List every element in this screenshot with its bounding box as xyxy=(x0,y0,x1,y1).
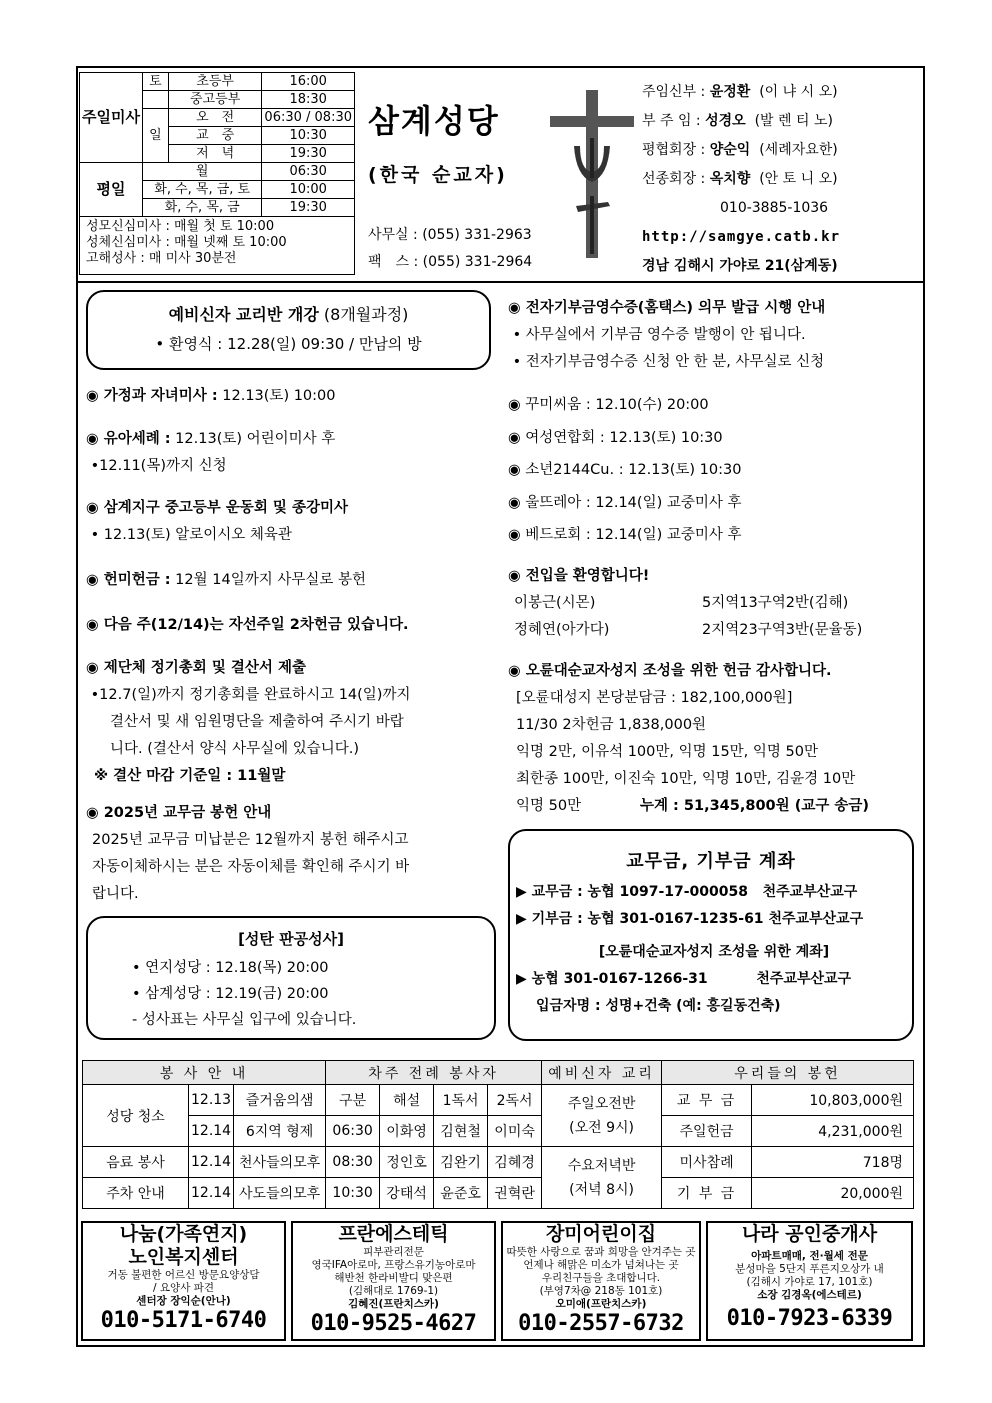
welcome-section: ◉ 전입을 환영합니다! 이봉근(시몬) 5지역13구역2반(김해) 정혜연(아가다) 2지역23구역3반(문율동) xyxy=(508,562,908,644)
account-owner: 천주교부산교구 xyxy=(756,971,852,987)
staff-phone: 010-3885-1036 xyxy=(720,200,829,216)
mass-time: 10:00 xyxy=(262,181,355,199)
ad-phone: 010-9525-4627 xyxy=(310,1311,477,1336)
donation-line: [오륜대성지 본당분담금 : 182,100,000원] xyxy=(516,690,793,706)
ad-phone: 010-2557-6732 xyxy=(518,1311,684,1336)
sunday-label: 일 xyxy=(142,109,168,163)
accounts-list: ▶ 교무금 : 농협 1097-17-000058 천주교부산교구 ▶ 기부금 : 농협 301-0167-1235-61 천주교부산교구 [오륜대순교자성지 조성을 위한 계좌] ▶ 농협 301-0167-1266-31 천주교부산교구 입금자명 : 성명+건축 (예: 홍길동건축) xyxy=(510,879,912,1020)
item-line: 결산서 및 새 임원명단을 제출하여 주시기 바랍 xyxy=(110,714,404,730)
offering-value: 20,000원 xyxy=(752,1178,914,1209)
staff-name: 양순익 xyxy=(709,142,751,158)
item-line: 사무실에서 기부금 영수증 발행이 안 됩니다. xyxy=(525,327,806,343)
staff-row: 부 주 임 : 성경오 (발 렌 티 노) xyxy=(642,113,833,129)
item-line: 니다. (결산서 양식 사무실에 있습니다.) xyxy=(110,741,360,757)
xmas-list: • 연지성당 : 12.18(목) 20:00 • 삼계성당 : 12.19(금) 20:00 - 성사표는 사무실 입구에 있습니다. xyxy=(88,955,494,1033)
item-line: 자동이체하시는 분은 자동이체를 확인해 주시기 바 xyxy=(92,859,410,875)
staff-saint: (이 냐 시 오) xyxy=(759,84,838,100)
item-heading: 2025년 교무금 봉헌 안내 xyxy=(103,805,272,821)
accounts-box xyxy=(508,829,914,1041)
item-text: 12.13(토) 10:00 xyxy=(217,388,336,404)
service-cell: 2독서 xyxy=(488,1085,542,1116)
service-cell: 1독서 xyxy=(434,1085,488,1116)
website-link[interactable]: http://samgye.catb.kr xyxy=(642,229,841,245)
catechumen-box xyxy=(86,290,491,370)
service-cell: 윤준호 xyxy=(434,1178,488,1209)
ad-desc: 따뜻한 사랑으로 꿈과 희망을 안겨주는 곳 xyxy=(506,1246,696,1258)
ad-desc: 언제나 해맑은 미소가 넘쳐나는 곳 xyxy=(523,1259,679,1271)
account-number: 농협 301-0167-1266-31 xyxy=(531,971,708,987)
catechism-sunday xyxy=(542,1085,662,1147)
accounts-note: 입금자명 : 성명+건축 (예: 홍길동건축) xyxy=(536,998,781,1014)
accounts-subtitle: [오륜대순교자성지 조성을 위한 계좌] xyxy=(598,944,830,960)
item-note: ※ 결산 마감 기준일 : 11월말 xyxy=(94,768,286,784)
item-bullet: 12.11(목)까지 신청 xyxy=(99,458,227,474)
church-address: 경남 김해시 가야로 21(삼계동) xyxy=(642,258,838,274)
item-line: 2025년 교무금 미납분은 12월까지 봉헌 해주시고 xyxy=(92,832,409,848)
christmas-confession-box xyxy=(86,916,496,1040)
donation-thanks: ◉ 오륜대순교자성지 조성을 위한 헌금 감사합니다. [오륜대성지 본당분담금 : 182,100,000원] 11/30 2차헌금 1,838,000원 익명 2만, 이유석 100만, 익명 15만, 익명 50만 최한종 100만, 이진숙 10만, 익명 10만, 김윤경 10만 익명 50만 누계 : 51,345,800원 (교구 송금) xyxy=(508,657,908,820)
mass-notes xyxy=(80,217,355,275)
ad-senior-center xyxy=(81,1221,286,1341)
welcome-area: 5지역13구역2반(김해) xyxy=(702,595,849,611)
service-table xyxy=(82,1060,914,1209)
ad-desc: (부영7차@ 218동 101호) xyxy=(539,1285,663,1297)
donation-line: 익명 50만 xyxy=(516,798,582,814)
service-cell: 이미숙 xyxy=(488,1116,542,1147)
staff-name: 성경오 xyxy=(705,113,746,129)
catechumen-line: • 환영식 : 12.28(일) 09:30 / 만남의 방 xyxy=(155,335,422,353)
ad-owner: 센터장 장익순(안나) xyxy=(136,1295,231,1307)
offering-label: 주일헌금 xyxy=(662,1116,752,1147)
welcome-name: 정혜연(아가다) xyxy=(514,622,610,638)
mass-note: 고해성사 : 매 미사 30분전 xyxy=(86,251,237,266)
staff-role: 주임신부 xyxy=(642,84,697,100)
catechism-class: 주일오전반 xyxy=(567,1095,636,1112)
mass-time: 18:30 xyxy=(262,91,355,109)
ad-kindergarten xyxy=(501,1221,701,1341)
ad-desc: 영국IFA아로마, 프랑스유기농아로마 xyxy=(311,1259,476,1271)
service-cell: 6지역 형제 xyxy=(234,1116,326,1147)
service-cell: 해설 xyxy=(380,1085,434,1116)
service-cell: 주차 안내 xyxy=(83,1178,189,1209)
xmas-note: - 성사표는 사무실 입구에 있습니다. xyxy=(132,1012,357,1028)
service-cell: 정인호 xyxy=(380,1147,434,1178)
mass-time: 06:30 xyxy=(262,163,355,181)
mass-name: 저 녁 xyxy=(168,145,262,163)
header-divider xyxy=(77,281,924,283)
mass-name: 교 중 xyxy=(168,127,262,145)
catechumen-welcome: 환영식 : 12.28(일) 09:30 / 만남의 방 xyxy=(169,335,422,353)
item-text: 12월 14일까지 사무실로 봉헌 xyxy=(170,572,366,588)
service-cell: 음료 봉사 xyxy=(83,1147,189,1178)
mass-time: 16:00 xyxy=(262,73,355,91)
item-heading: 제단체 정기총회 및 결산서 제출 xyxy=(103,660,306,676)
duty-offering-item: ◉ 2025년 교무금 봉헌 안내 2025년 교무금 미납분은 12월까지 봉헌 해주시고 자동이체하시는 분은 자동이체를 확인해 주시기 바 랍니다. xyxy=(86,799,409,908)
service-header: 봉 사 안 내 xyxy=(83,1061,326,1085)
welcome-row xyxy=(508,590,908,617)
mass-note: 성모신심미사 : 매월 첫 토 10:00 xyxy=(86,219,275,234)
mass-schedule-table xyxy=(79,72,355,275)
service-header: 차주 전례 봉사자 xyxy=(326,1061,542,1085)
staff-saint: (안 토 니 오) xyxy=(759,171,838,187)
item-heading: 전자기부금영수증(홈택스) 의무 발급 시행 안내 xyxy=(525,300,826,316)
ad-desc: (김해시 가야로 17, 101호) xyxy=(746,1276,873,1288)
cross-logo-icon xyxy=(546,86,638,262)
office-phone: 사무실 : (055) 331-2963 xyxy=(368,227,532,243)
family-mass-item: ◉ 가정과 자녀미사 : 12.13(토) 10:00 xyxy=(86,388,336,404)
account-number: 교무금 : 농협 1097-17-000058 xyxy=(531,884,748,900)
ad-owner: 김혜진(프란치스카) xyxy=(348,1298,439,1310)
ad-desc: / 요양사 파견 xyxy=(153,1282,214,1294)
mass-time: 19:30 xyxy=(262,199,355,217)
staff-name: 옥치향 xyxy=(709,171,751,187)
donation-total: 누계 : 51,345,800원 (교구 송금) xyxy=(640,798,870,814)
catechumen-title: 예비신자 교리반 개강 xyxy=(168,305,319,324)
service-cell: 강태석 xyxy=(380,1178,434,1209)
offering-value: 718명 xyxy=(752,1147,914,1178)
service-cell: 12.14 xyxy=(189,1178,234,1209)
account-owner: 천주교부산교구 xyxy=(768,911,864,927)
rice-offering-item: ◉ 헌미헌금 : 12월 14일까지 사무실로 봉헌 xyxy=(86,572,366,588)
service-cell: 06:30 xyxy=(326,1116,380,1147)
welcome-area: 2지역23구역3반(문율동) xyxy=(702,622,863,638)
ad-esthetic xyxy=(291,1221,496,1341)
service-cell: 김완기 xyxy=(434,1147,488,1178)
catechumen-duration: (8개월과정) xyxy=(318,305,409,324)
staff-row: 주임신부 : 윤정환 (이 냐 시 오) xyxy=(642,84,838,100)
service-cell: 즐거움의샘 xyxy=(234,1085,326,1116)
mass-name: 화, 수, 목, 금, 토 xyxy=(142,181,261,199)
donation-line: 최한종 100만, 이진숙 10만, 익명 10만, 김윤경 10만 xyxy=(516,771,856,787)
account-number: 기부금 : 농협 301-0167-1235-61 xyxy=(531,911,764,927)
ad-desc: 우리친구들을 초대합니다. xyxy=(541,1272,661,1284)
catechism-time: (저녁 8시) xyxy=(569,1181,635,1198)
staff-role: 선종회장 xyxy=(642,171,697,187)
service-cell: 김현철 xyxy=(434,1116,488,1147)
meeting-item: 베드로회 : 12.14(일) 교중미사 후 xyxy=(525,527,742,543)
mass-name: 중고등부 xyxy=(168,91,262,109)
catechism-time: (오전 9시) xyxy=(569,1119,635,1136)
service-cell: 12.13 xyxy=(189,1085,234,1116)
receipt-notice: ◉ 전자기부금영수증(홈택스) 의무 발급 시행 안내 • 사무실에서 기부금 영수증 발행이 안 됩니다. • 전자기부금영수증 신청 안 한 분, 사무실로 신청 xyxy=(508,300,826,370)
meeting-item: 소년2144Cu. : 12.13(토) 10:30 xyxy=(525,462,742,478)
offering-label: 기 부 금 xyxy=(662,1178,752,1209)
staff-role: 부 주 임 xyxy=(642,113,692,129)
sports-day-item: ◉ 삼계지구 중고등부 운동회 및 종강미사 • 12.13(토) 알로이시오 체육관 xyxy=(86,500,349,543)
xmas-title: [성탄 판공성사] xyxy=(238,930,344,948)
item-bullet: 12.13(토) 알로이시오 체육관 xyxy=(103,527,292,543)
fax-number: 팩 스 : (055) 331-2964 xyxy=(368,254,533,270)
service-cell: 이화영 xyxy=(380,1116,434,1147)
item-heading: 다음 주(12/14)는 자선주일 2차헌금 있습니다. xyxy=(103,617,409,633)
charity-sunday-item: ◉ 다음 주(12/14)는 자선주일 2차헌금 있습니다. xyxy=(86,617,409,633)
mass-name: 오 전 xyxy=(168,109,262,127)
ad-name: 프란에스테틱 xyxy=(338,1223,449,1245)
meeting-list: ◉ 꾸미씨움 : 12.10(수) 20:00 ◉ 여성연합회 : 12.13(토) 10:30 ◉ 소년2144Cu. : 12.13(토) 10:30 ◉ 울뜨레아 : 12.14(일) 교중미사 후 ◉ 베드로회 : 12.14(일) 교중미사 후 xyxy=(508,397,742,543)
catechism-class: 수요저녁반 xyxy=(567,1157,636,1174)
account-owner: 천주교부산교구 xyxy=(762,884,858,900)
sunday-mass-label: 주일미사 xyxy=(80,73,143,163)
mass-time: 10:30 xyxy=(262,127,355,145)
staff-role: 평협회장 xyxy=(642,142,697,158)
meeting-item: 울뜨레아 : 12.14(일) 교중미사 후 xyxy=(525,494,742,511)
donation-line: 11/30 2차헌금 1,838,000원 xyxy=(516,717,707,733)
mass-name: 초등부 xyxy=(168,73,262,91)
offering-label: 미사참례 xyxy=(662,1147,752,1178)
service-cell: 천사들의모후 xyxy=(234,1147,326,1178)
ad-realtor xyxy=(706,1221,913,1341)
ad-desc: 거동 불편한 어르신 방문요양상담 xyxy=(107,1269,260,1281)
meeting-item: 여성연합회 : 12.13(토) 10:30 xyxy=(525,429,723,446)
service-header: 예비신자 교리 xyxy=(542,1061,662,1085)
welcome-row xyxy=(508,617,908,644)
ad-owner: 오미애(프란치스카) xyxy=(555,1298,647,1310)
staff-list xyxy=(642,78,840,281)
item-text: 12.13(토) 어린이미사 후 xyxy=(170,431,336,447)
ad-owner: 소장 김경옥(에스테르) xyxy=(757,1289,862,1301)
xmas-line: 삼계성당 : 12.19(금) 20:00 xyxy=(145,986,329,1002)
weekday-mass-label: 평일 xyxy=(80,163,143,217)
meeting-item: 꾸미씨움 : 12.10(수) 20:00 xyxy=(525,397,709,413)
ad-name: 노인복지센터 xyxy=(128,1246,239,1268)
ad-phone: 010-7923-6339 xyxy=(726,1306,893,1331)
staff-saint: (발 렌 티 노) xyxy=(754,113,833,129)
item-heading: 삼계지구 중고등부 운동회 및 종강미사 xyxy=(103,500,349,516)
service-cell: 12.14 xyxy=(189,1147,234,1178)
ad-name: 장미어린이집 xyxy=(545,1223,657,1245)
service-cell: 12.14 xyxy=(189,1116,234,1147)
xmas-line: 연지성당 : 12.18(목) 20:00 xyxy=(145,960,329,976)
item-heading: 전입을 환영합니다! xyxy=(525,568,650,584)
catechism-wednesday xyxy=(542,1147,662,1209)
catechumen-title-row xyxy=(88,302,489,325)
mass-time: 06:30 / 08:30 xyxy=(262,109,355,127)
offering-label: 교 무 금 xyxy=(662,1085,752,1116)
ad-desc: 분성마을 5단지 푸른지오상가 내 xyxy=(735,1263,884,1275)
service-cell: 성당 청소 xyxy=(83,1085,189,1147)
staff-name: 윤정환 xyxy=(709,84,751,100)
mass-note: 성체신심미사 : 매월 넷째 토 10:00 xyxy=(86,235,287,250)
item-line: 12.7(일)까지 정기총회를 완료하시고 14(일)까지 xyxy=(99,687,411,703)
item-heading: 가정과 자녀미사 : xyxy=(103,388,218,404)
infant-baptism-item: ◉ 유아세례 : 12.13(토) 어린이미사 후 •12.11(목)까지 신청 xyxy=(86,431,336,474)
staff-row: 평협회장 : 양순익 (세례자요한) xyxy=(642,142,838,158)
staff-row: 선종회장 : 옥치향 (안 토 니 오) xyxy=(642,171,838,187)
offering-value: 4,231,000원 xyxy=(752,1116,914,1147)
donation-line: 익명 2만, 이유석 100만, 익명 15만, 익명 50만 xyxy=(516,744,818,760)
ad-phone: 010-5171-6740 xyxy=(100,1308,267,1333)
service-cell: 사도들의모후 xyxy=(234,1178,326,1209)
church-title: 삼계성당 xyxy=(368,102,500,140)
service-header: 우리들의 봉헌 xyxy=(662,1061,914,1085)
accounts-title: 교무금, 기부금 계좌 xyxy=(626,851,796,872)
item-heading: 유아세례 : xyxy=(103,431,171,447)
mass-name: 월 xyxy=(142,163,261,181)
ad-desc: 아파트매매, 전·월세 전문 xyxy=(751,1250,868,1262)
ad-desc: (김해대로 1769-1) xyxy=(348,1285,439,1297)
ad-desc: 해반천 한라비발디 맞은편 xyxy=(334,1272,453,1284)
ad-name: 나눔(가족연지) xyxy=(119,1223,248,1245)
service-cell: 10:30 xyxy=(326,1178,380,1209)
service-cell: 구분 xyxy=(326,1085,380,1116)
item-line: 랍니다. xyxy=(92,886,139,902)
item-heading: 오륜대순교자성지 조성을 위한 헌금 감사합니다. xyxy=(525,663,832,679)
church-patron: (한국 순교자) xyxy=(368,164,508,186)
mass-name: 화, 수, 목, 금 xyxy=(142,199,261,217)
council-item: ◉ 제단체 정기총회 및 결산서 제출 •12.7(일)까지 정기총회를 완료하시고 14(일)까지 결산서 및 새 임원명단을 제출하여 주시기 바랍 니다. (결산서 양식 사무실에 있습니다.) ※ 결산 마감 기준일 : 11월말 xyxy=(86,654,410,790)
saturday-label: 토 xyxy=(142,73,168,91)
offering-value: 10,803,000원 xyxy=(752,1085,914,1116)
welcome-name: 이봉근(시몬) xyxy=(514,595,596,611)
mass-time: 19:30 xyxy=(262,145,355,163)
item-line: 전자기부금영수증 신청 안 한 분, 사무실로 신청 xyxy=(525,354,825,370)
service-cell: 08:30 xyxy=(326,1147,380,1178)
staff-saint: (세례자요한) xyxy=(759,142,838,158)
service-cell: 권혁란 xyxy=(488,1178,542,1209)
ad-name: 나라 공인중개사 xyxy=(741,1223,878,1245)
item-heading: 헌미헌금 : xyxy=(103,572,171,588)
service-cell: 김혜경 xyxy=(488,1147,542,1178)
ad-desc: 피부관리전문 xyxy=(363,1246,424,1258)
